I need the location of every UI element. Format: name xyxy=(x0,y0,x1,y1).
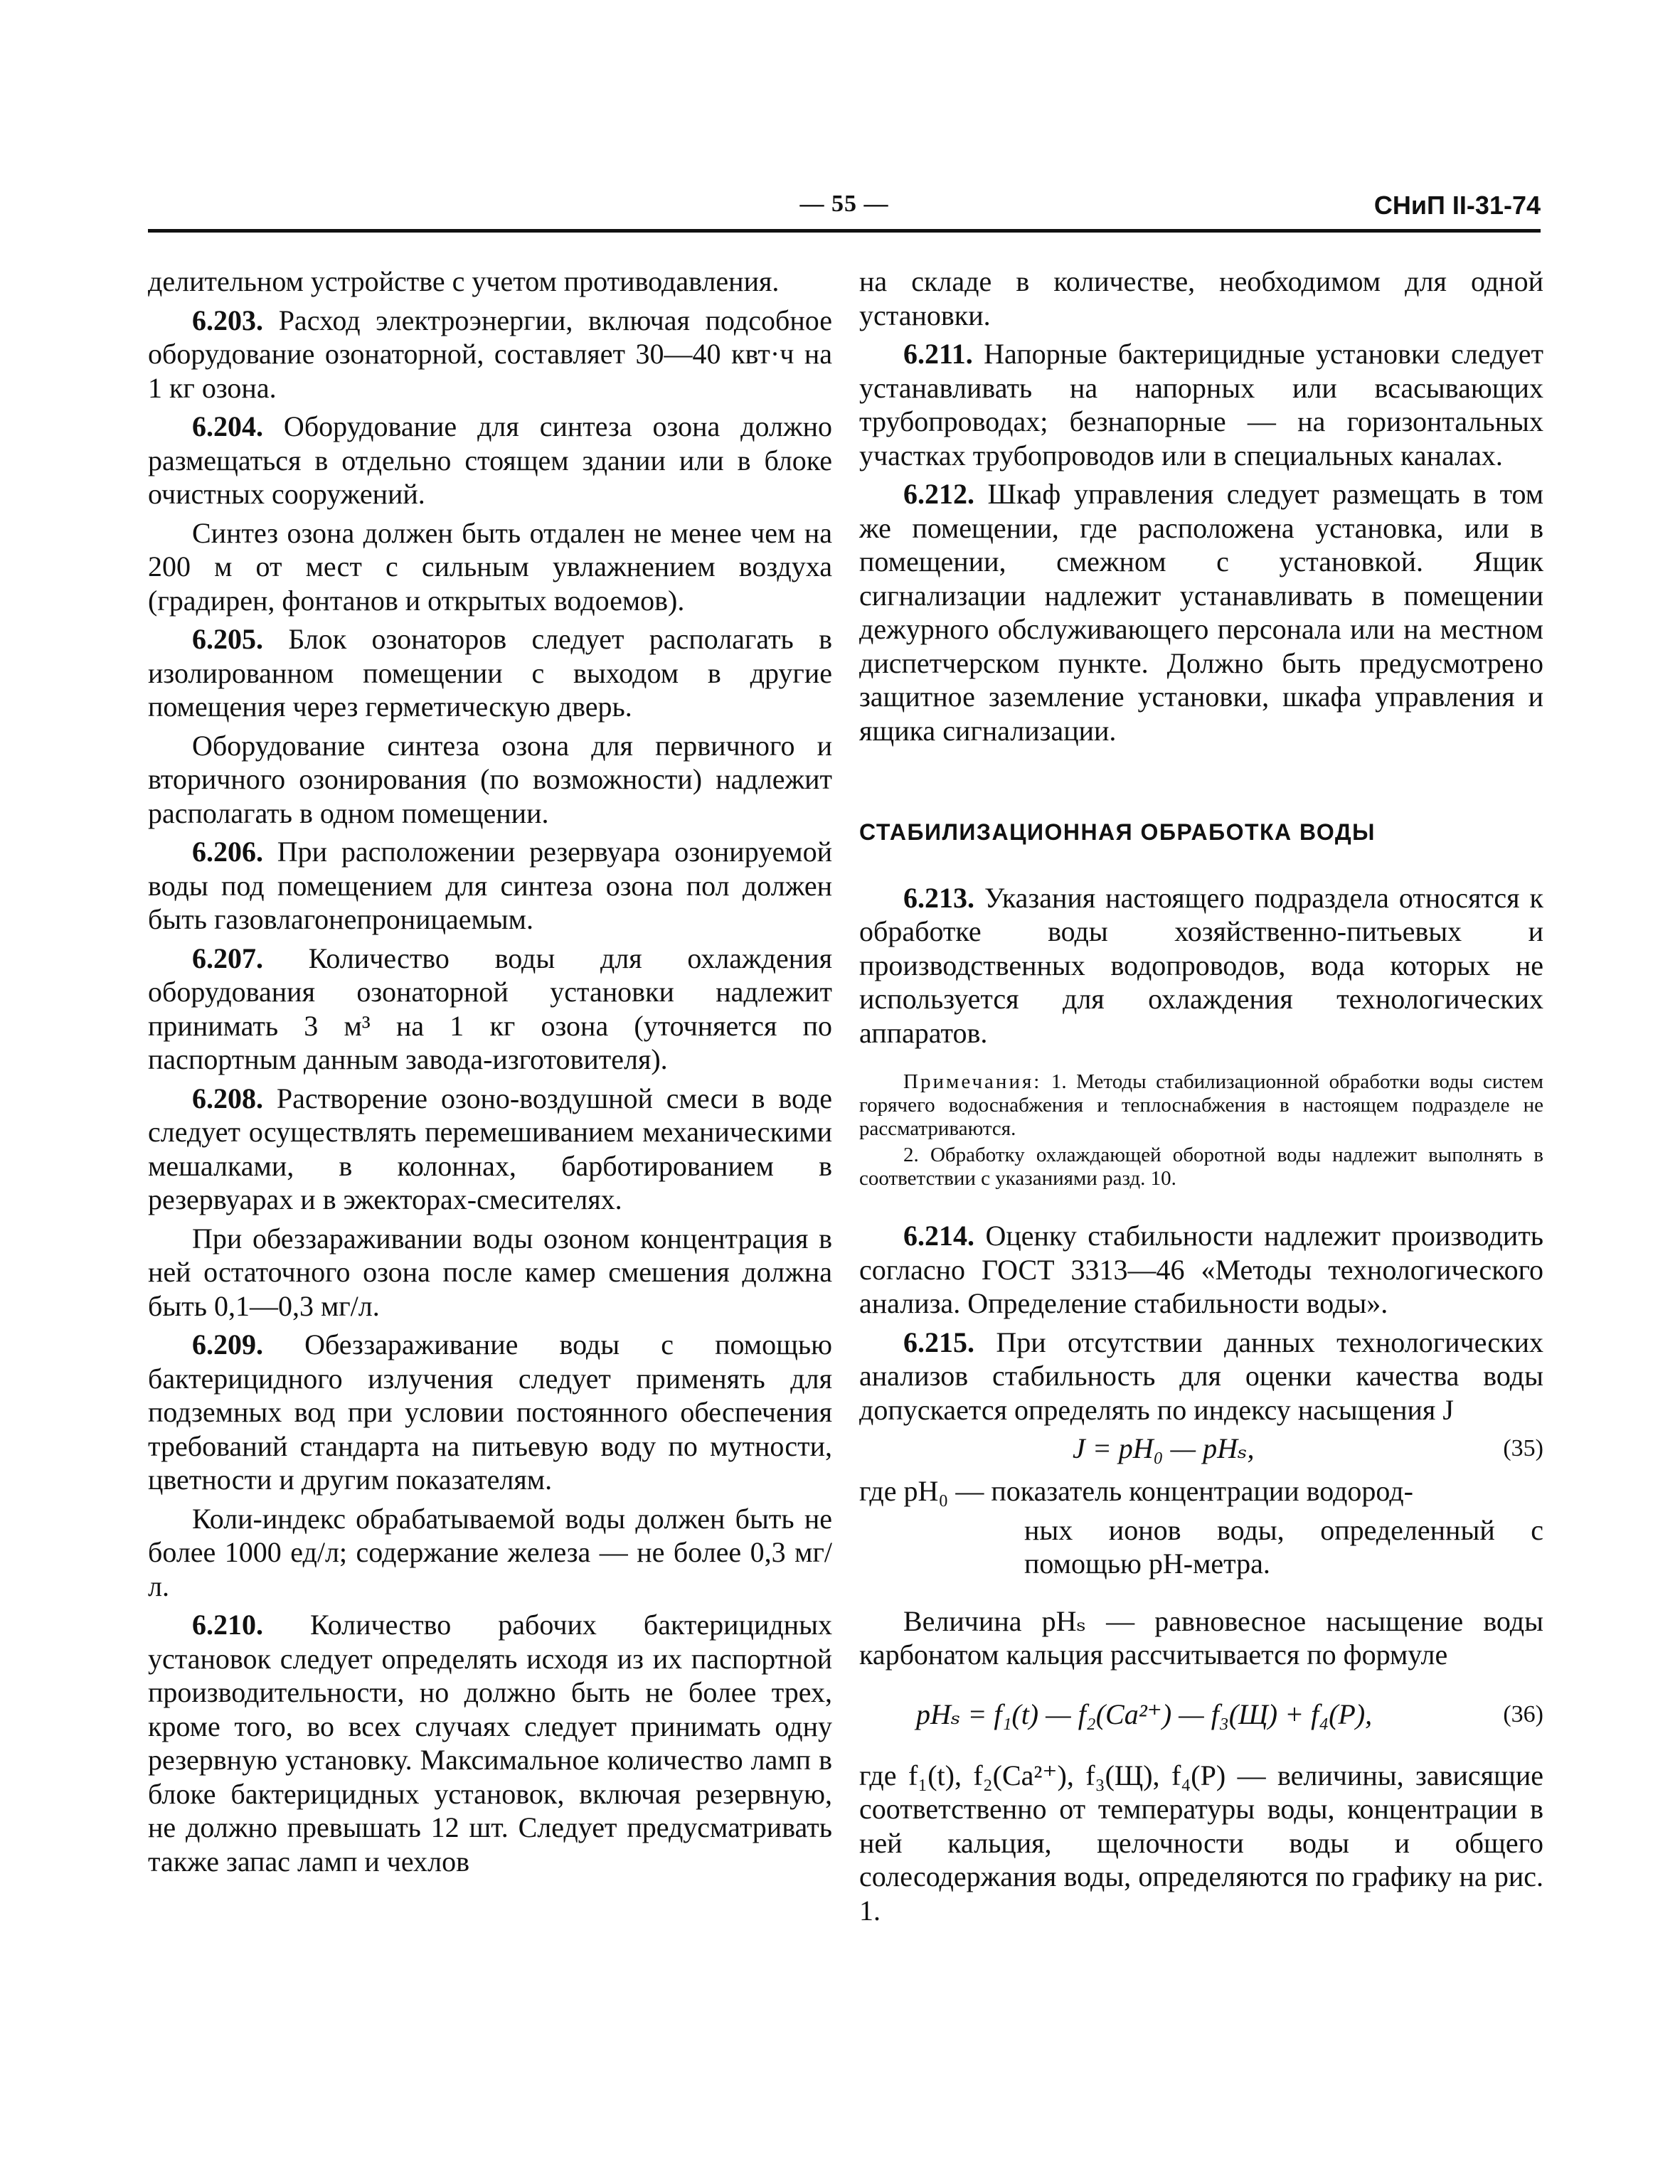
paragraph xyxy=(148,304,832,405)
formula-35 xyxy=(859,1432,1543,1467)
note-label: Примечания: xyxy=(903,1070,1042,1093)
clause-text: Указания настоящего подраздела относятся к обработке воды хозяйственно-питьевых и производственных водопроводов, вода которых не используется для охлаждения технологических аппаратов. xyxy=(859,881,1543,1049)
paragraph xyxy=(859,337,1543,472)
where-definition-cont: ных ионов воды, определенный с помощью pH-метра. xyxy=(1024,1513,1543,1580)
document-code: СНиП II-31-74 xyxy=(1373,191,1541,220)
equation-number: (36) xyxy=(1503,1700,1543,1727)
clause-text: При расположении резервуара озонируемой воды под помещением для синтеза озона пол должен быть газовлагонепроницаемым. xyxy=(148,836,832,935)
clause-number: 6.208. xyxy=(192,1082,263,1114)
formula-expression: J = pH₀ — pHₛ, xyxy=(1073,1432,1255,1464)
paragraph: делительном устройстве с учетом противодавления. xyxy=(148,265,780,297)
clause-number: 6.213. xyxy=(903,881,974,914)
clause-number: 6.206. xyxy=(192,836,263,868)
paragraph: Величина pHₛ — равновесное насыщение воды карбонатом кальция рассчитывается по формуле xyxy=(859,1604,1543,1671)
paragraph: на складе в количестве, необходимом для одной установки. xyxy=(859,265,1543,331)
paragraph xyxy=(859,881,1543,1050)
paragraph xyxy=(148,942,832,1077)
clause-number: 6.212. xyxy=(903,478,974,510)
clause-text: Количество рабочих бактерицидных установок следует определять исходя из их паспортной производительности, но должно быть не более трех, кроме того, во всех случаях следует принимать одну резервную установку. Максимальное количество ламп в блоке бактерицидных установок, включая резервную, не должно превышать 12 шт. Следует предусматривать также запас ламп и чехлов xyxy=(148,1609,832,1877)
paragraph: Синтез озона должен быть отдален не менее чем на 200 м от мест с сильным увлажнением воздуха (градирен, фонтанов и открытых водоемов). xyxy=(148,516,832,617)
paragraph xyxy=(859,1219,1543,1321)
note xyxy=(859,1070,1543,1141)
paragraph xyxy=(859,1326,1543,1427)
right-column xyxy=(859,265,1543,1932)
clause-text: Расход электроэнергии, включая подсобное оборудование озонаторной, составляет 30—40 квт·ч на 1 кг озона. xyxy=(148,304,832,404)
paragraph xyxy=(148,1082,832,1217)
clause-text: Блок озонаторов следует располагать в изолированном помещении с выходом в другие помещения через герметическую дверь. xyxy=(148,623,832,723)
clause-text: Шкаф управления следует размещать в том же помещении, где расположена установка, или в помещении, смежном с установкой. Ящик сигнализации надлежит устанавливать в помещении дежурного обслуживающего персонала или на местном диспетчерском пункте. Должно быть предусмотрено защитное заземление установки, шкафа управления и ящика сигнализации. xyxy=(859,478,1543,747)
clause-number: 6.204. xyxy=(192,410,263,442)
clause-number: 6.210. xyxy=(192,1609,263,1641)
paragraph: Оборудование синтеза озона для первичного и вторичного озонирования (по возможности) надлежит располагать в одном помещении. xyxy=(148,729,832,829)
clause-number: 6.211. xyxy=(903,338,973,370)
header-rule xyxy=(148,229,1541,233)
paragraph xyxy=(859,477,1543,747)
left-column xyxy=(148,265,832,1883)
note-text: 1. Методы стабилизационной обработки воды систем горячего водоснабжения и теплоснабжения в настоящем подразделе не рассматриваются. xyxy=(859,1070,1543,1140)
clause-number: 6.215. xyxy=(903,1326,974,1358)
clause-text: Растворение озоно-воздушной смеси в воде следует осуществлять перемешиванием механическими мешалками, в колоннах, барботированием в резервуарах и в эжекторах-смесителях. xyxy=(148,1082,832,1215)
note: 2. Обработку охлаждающей оборотной воды надлежит выполнять в соответствии с указаниями разд. 10. xyxy=(859,1144,1543,1190)
formula-expression: pHₛ = f₁(t) — f₂(Ca²⁺) — f₃(Щ) + f₄(P), xyxy=(916,1698,1373,1730)
clause-text: Оборудование для синтеза озона должно размещаться в отдельно стоящем здании или в блоке очистных сооружений. xyxy=(148,410,832,510)
equation-number: (35) xyxy=(1503,1435,1543,1461)
where-definition: где pH₀ — показатель концентрации водород- xyxy=(859,1475,1413,1507)
clause-text: Оценку стабильности надлежит производить согласно ГОСТ 3313—46 «Методы технологического анализа. Определение стабильности воды». xyxy=(859,1220,1543,1319)
clause-number: 6.205. xyxy=(192,623,263,655)
clause-number: 6.203. xyxy=(192,304,263,336)
clause-text: Обеззараживание воды с помощью бактерицидного излучения следует применять для подземных вод при условии постоянного обеспечения требований стандарта на питьевую воду по мутности, цветности и другим показателям. xyxy=(148,1328,832,1496)
clause-text: При отсутствии данных технологических анализов стабильность для оценки качества воды допускается определять по индексу насыщения J xyxy=(859,1326,1543,1426)
clause-number: 6.214. xyxy=(903,1220,974,1252)
clause-text: Напорные бактерицидные установки следует устанавливать на напорных или всасывающих трубопроводах; безнапорные — на горизонтальных участках трубопроводов или в специальных каналах. xyxy=(859,338,1543,472)
clause-text: Количество воды для охлаждения оборудования озонаторной установки надлежит принимать 3 м³ на 1 кг озона (уточняется по паспортным данным завода-изготовителя). xyxy=(148,942,832,1075)
clause-number: 6.209. xyxy=(192,1328,263,1360)
clause-number: 6.207. xyxy=(192,942,263,974)
paragraph: Коли-индекс обрабатываемой воды должен быть не более 1000 ед/л; содержание железа — не более 0,3 мг/л. xyxy=(148,1502,832,1602)
paragraph xyxy=(148,1608,832,1878)
paragraph xyxy=(148,622,832,724)
section-heading: СТАБИЛИЗАЦИОННАЯ ОБРАБОТКА ВОДЫ xyxy=(859,819,1376,845)
formula-36 xyxy=(859,1698,1543,1737)
page-header xyxy=(148,191,1541,230)
paragraph: При обеззараживании воды озоном концентрация в ней остаточного озона после камер смешения должна быть 0,1—0,3 мг/л. xyxy=(148,1222,832,1322)
paragraph xyxy=(148,1328,832,1497)
paragraph xyxy=(148,410,832,511)
paragraph xyxy=(148,835,832,937)
page-number: — 55 — xyxy=(799,191,889,217)
where-definition: где f₁(t), f₂(Ca²⁺), f₃(Щ), f₄(P) — величины, зависящие соответственно от температуры воды, концентрации в ней кальция, щелочности воды и общего солесодержания воды, определяются по графику на рис. 1. xyxy=(859,1759,1543,1927)
